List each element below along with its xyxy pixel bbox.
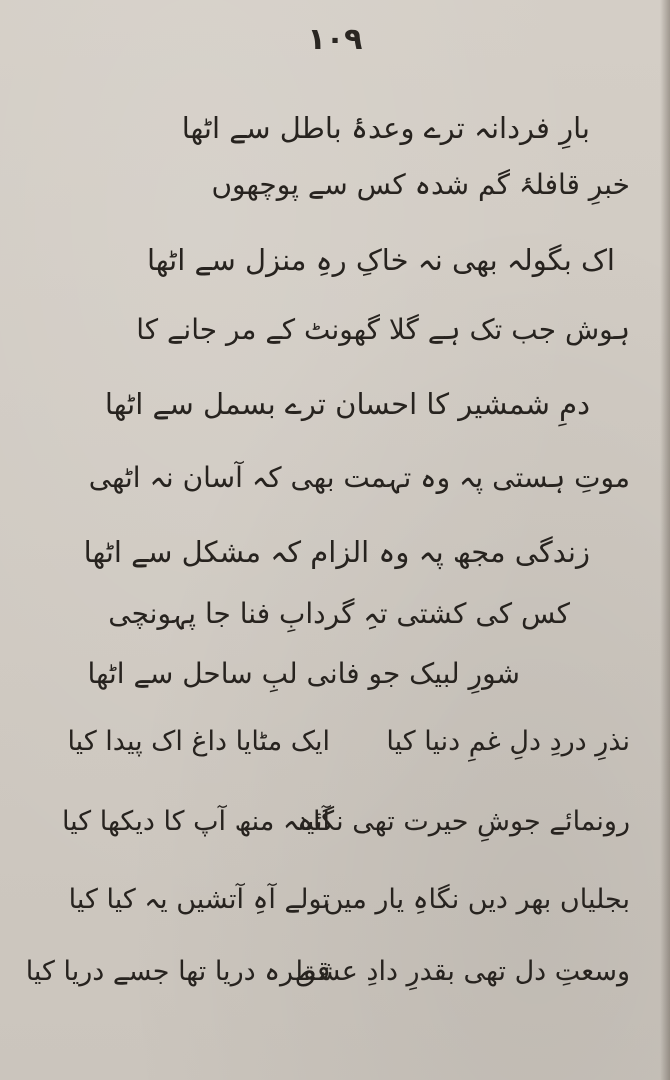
- poem-line-6: موتِ ہستی پہ وہ تہمت بھی کہ آسان نہ اٹھی: [88, 461, 630, 494]
- poem-line-4: ہوش جب تک ہے گلا گھونٹ کے مر جانے کا: [136, 313, 630, 346]
- couplet-4-first: وسعتِ دل تھی بقدرِ دادِ عشق: [295, 956, 630, 987]
- poem-line-2: خبرِ قافلۂ گم شدہ کس سے پوچھوں: [211, 168, 630, 201]
- poem-line-3: اک بگولہ بھی نہ خاکِ رہِ منزل سے اٹھا: [146, 243, 615, 277]
- couplet-2-first: رونمائے جوشِ حیرت تھی نگاہ: [297, 806, 630, 837]
- couplet-3-first: بجلیاں بھر دیں نگاہِ یار میں: [323, 884, 630, 915]
- poem-line-7: زندگی مجھ پہ وہ الزام کہ مشکل سے اٹھا: [83, 535, 590, 569]
- couplet-3-second: تولے آہِ آتشیں یہ کیا کیا: [68, 884, 330, 915]
- poem-line-5: دمِ شمشیر کا احسان ترے بسمل سے اٹھا: [104, 387, 590, 421]
- page-edge-shadow: [660, 0, 670, 1080]
- poem-line-8: کس کی کشتی تہِ گردابِ فنا جا پہونچی: [108, 597, 570, 630]
- page-number: ١٠٩: [307, 22, 363, 57]
- couplet-1-first: نذرِ دردِ دلِ غمِ دنیا کیا: [386, 726, 630, 757]
- poem-line-1: بارِ فردانہ ترے وعدۂ باطل سے اٹھا: [181, 111, 590, 145]
- couplet-1-second: ایک مٹایا داغ اک پیدا کیا: [67, 726, 330, 757]
- couplet-4-second: قطرہ دریا تھا جسے دریا کیا: [25, 956, 330, 987]
- couplet-2-second: آئینہ منھ آپ کا دیکھا کیا: [61, 806, 330, 837]
- poem-line-9: شورِ لبیک جو فانی لبِ ساحل سے اٹھا: [87, 657, 520, 690]
